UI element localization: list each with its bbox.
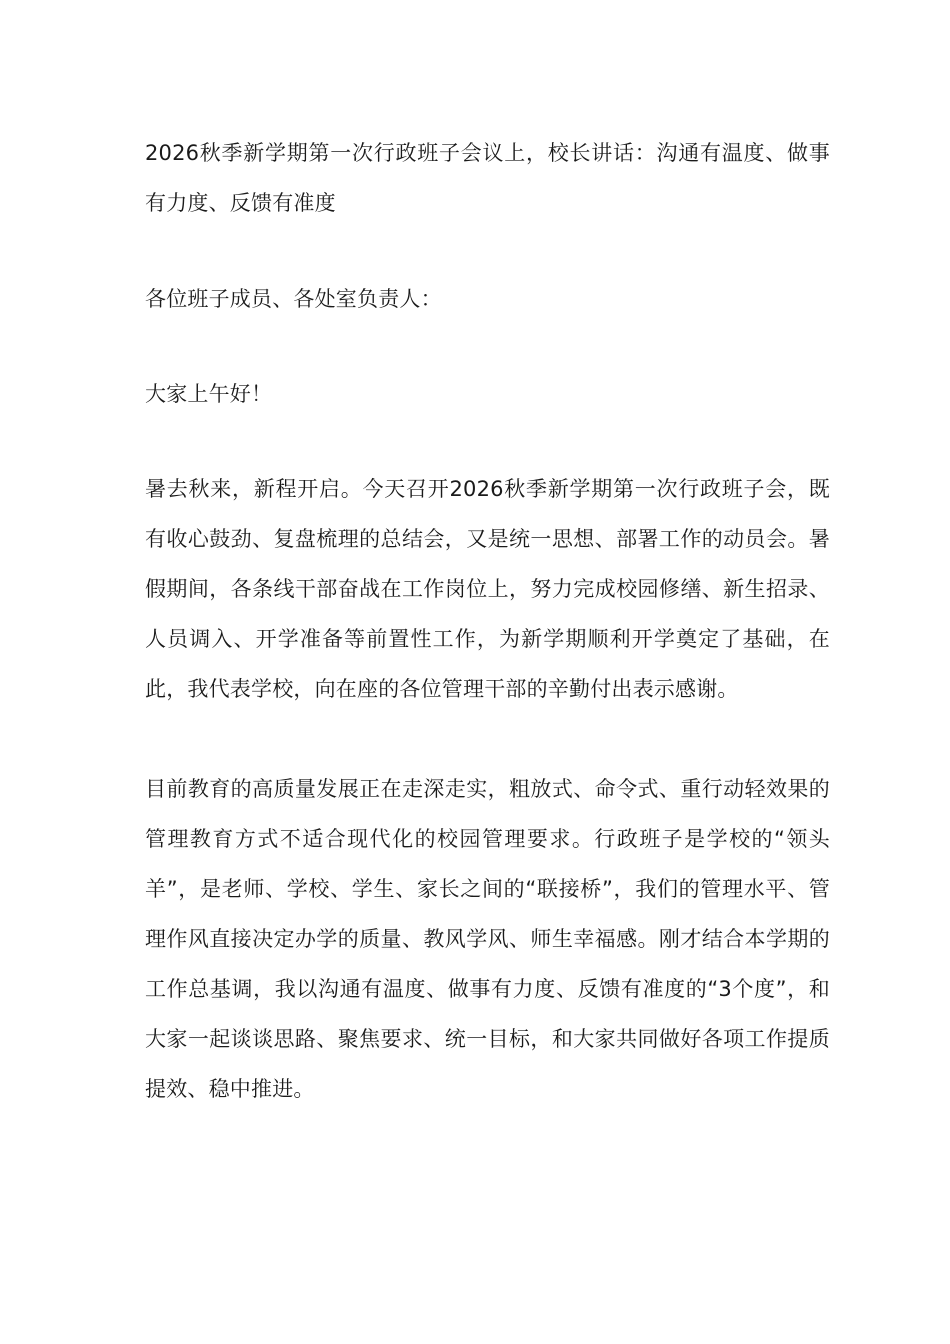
document-title: 2026秋季新学期第一次行政班子会议上，校长讲话：沟通有温度、做事有力度、反馈有准度 <box>145 141 830 215</box>
document-body <box>145 128 830 1114</box>
body-paragraph-2: 目前教育的高质量发展正在走深走实，粗放式、命令式、重行动轻效果的管理教育方式不适合现代化的校园管理要求。行政班子是学校的“领头羊”，是老师、学校、学生、家长之间的“联接桥”，我们的管理水平、管理作风直接决定办学的质量、教风学风、师生幸福感。刚才结合本学期的工作总基调，我以沟通有温度、做事有力度、反馈有准度的“3个度”，和大家一起谈谈思路、聚焦要求、统一目标，和大家共同做好各项工作提质提效、稳中推进。 <box>145 777 830 1101</box>
greeting: 大家上午好！ <box>145 382 273 406</box>
salutation: 各位班子成员、各处室负责人： <box>145 287 442 311</box>
body-paragraph-1: 暑去秋来，新程开启。今天召开2026秋季新学期第一次行政班子会，既有收心鼓劲、复盘梳理的总结会，又是统一思想、部署工作的动员会。暑假期间，各条线干部奋战在工作岗位上，努力完成校园修缮、新生招录、人员调入、开学准备等前置性工作，为新学期顺利开学奠定了基础，在此，我代表学校，向在座的各位管理干部的辛勤付出表示感谢。 <box>145 477 830 701</box>
